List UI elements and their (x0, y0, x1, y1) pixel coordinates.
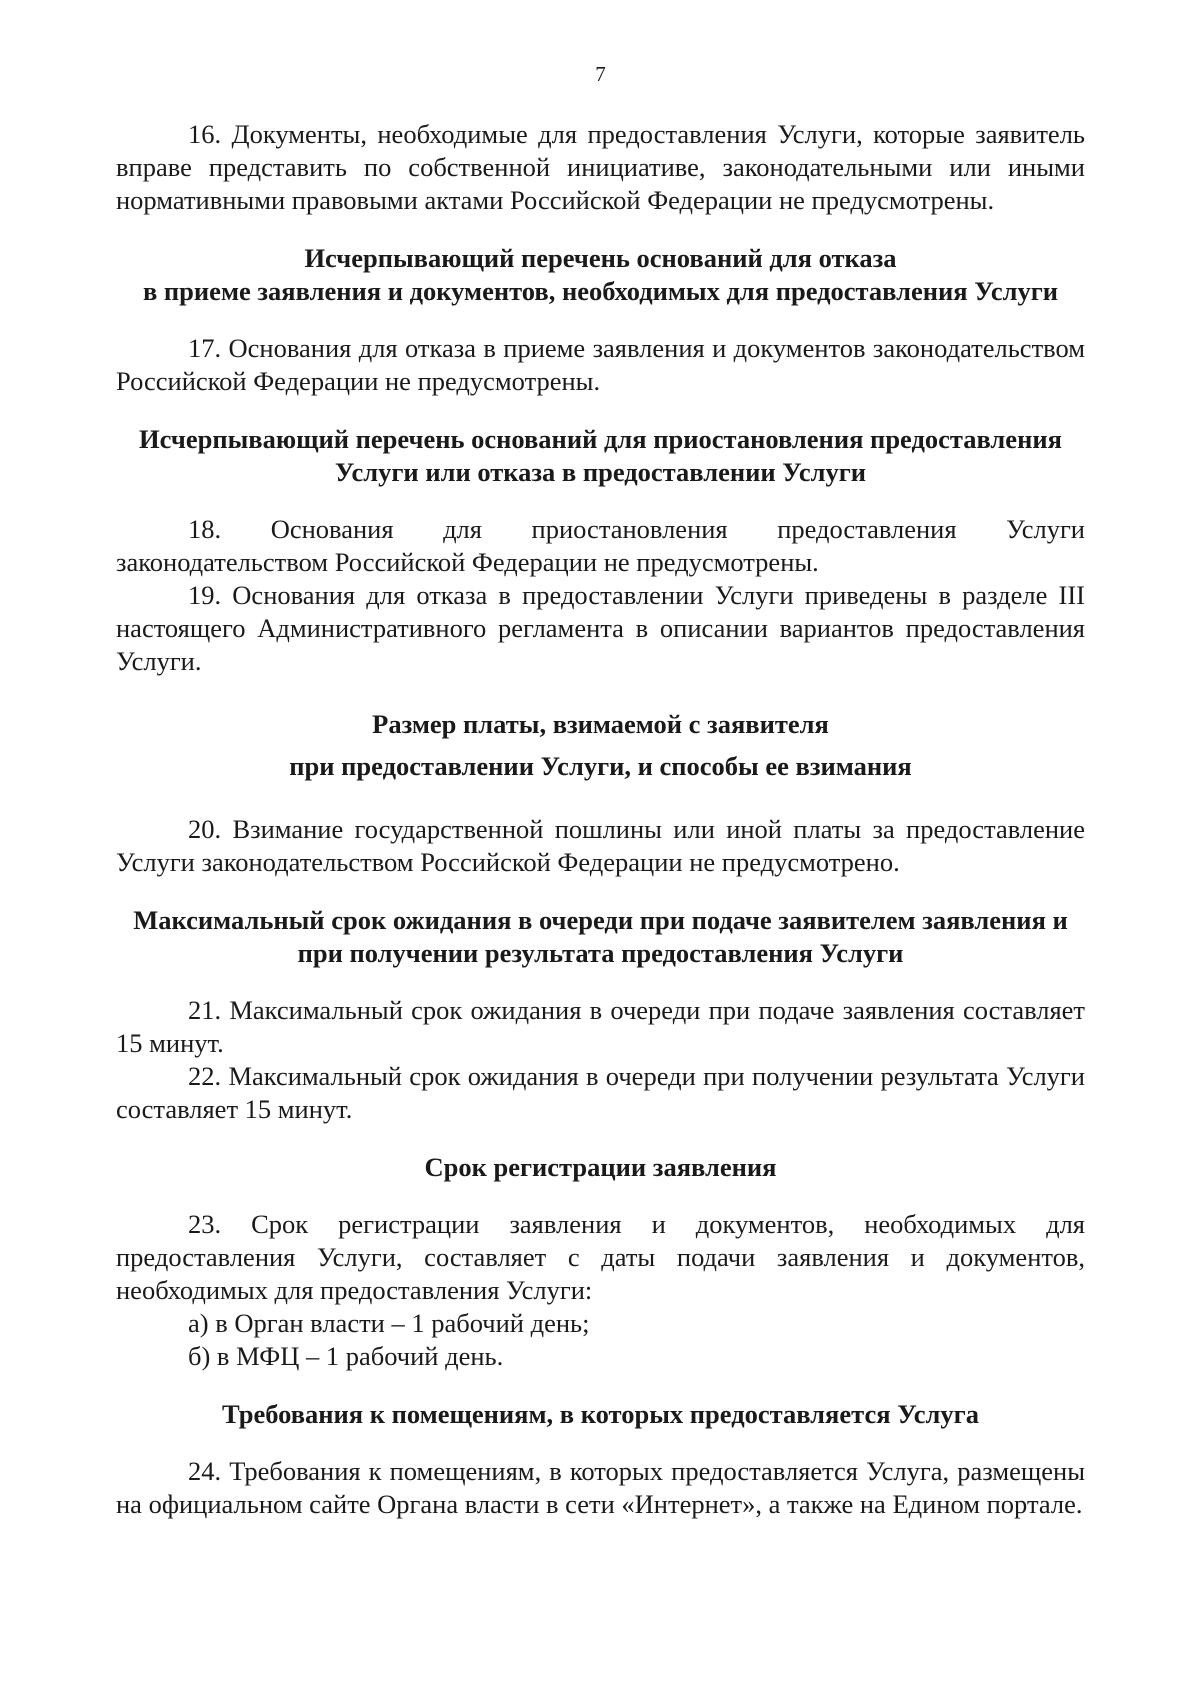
page-number: 7 (595, 62, 606, 86)
paragraph-23: 23. Срок регистрации заявления и документов, необходимых для предоставления Услуги, составляет с даты подачи заявления и документов, необходимых для предоставления Услуги: (116, 1209, 1085, 1305)
section-heading-queue-time (116, 904, 1085, 970)
heading-line: Срок регистрации заявления (424, 1152, 777, 1182)
section-heading-fee (116, 703, 1085, 787)
section-heading-premises (116, 1398, 1085, 1431)
list-item-b: б) в МФЦ – 1 рабочий день. (188, 1341, 504, 1371)
heading-line: Исчерпывающий перечень оснований для приостановления предоставления (139, 424, 1062, 454)
paragraph-19: 19. Основания для отказа в предоставлении Услуги приведены в разделе III настоящего Административного регламента в описании вариантов предоставления Услуги. (116, 580, 1085, 676)
paragraph-17: 17. Основания для отказа в приеме заявления и документов законодательством Российской Федерации не предусмотрены. (116, 333, 1085, 396)
heading-line: в приеме заявления и документов, необходимых для предоставления Услуги (142, 276, 1059, 306)
paragraph-24: 24. Требования к помещениям, в которых предоставляется Услуга, размещены на официальном сайте Органа власти в сети «Интернет», а также на Едином портале. (116, 1456, 1085, 1519)
heading-line: Услуги или отказа в предоставлении Услуги (334, 457, 867, 487)
heading-line: Требования к помещениям, в которых предоставляется Услуга (222, 1399, 979, 1429)
section-heading-registration-term (116, 1151, 1085, 1184)
list-item-a: а) в Орган власти – 1 рабочий день; (188, 1308, 590, 1338)
paragraph-18: 18. Основания для приостановления предоставления Услуги законодательством Российской Федерации не предусмотрены. (116, 514, 1085, 577)
paragraph-22: 22. Максимальный срок ожидания в очереди при получении результата Услуги составляет 15 минут. (116, 1061, 1085, 1124)
heading-line: Максимальный срок ожидания в очереди при подаче заявителем заявления и (133, 905, 1068, 935)
heading-line: Размер платы, взимаемой с заявителя (372, 709, 829, 739)
paragraph-16: 16. Документы, необходимые для предоставления Услуги, которые заявитель вправе представить по собственной инициативе, законодательными или иными нормативными правовыми актами Российской Федерации не предусмотрены. (116, 119, 1085, 215)
heading-line: Исчерпывающий перечень оснований для отказа (304, 243, 897, 273)
section-heading-refusal-acceptance (116, 242, 1085, 308)
heading-line: при предоставлении Услуги, и способы ее взимания (289, 751, 912, 781)
paragraph-21: 21. Максимальный срок ожидания в очереди при подаче заявления составляет 15 минут. (116, 995, 1085, 1058)
heading-line: при получении результата предоставления Услуги (297, 938, 904, 968)
section-heading-suspension (116, 423, 1085, 489)
paragraph-20: 20. Взимание государственной пошлины или иной платы за предоставление Услуги законодательством Российской Федерации не предусмотрено. (116, 814, 1085, 877)
